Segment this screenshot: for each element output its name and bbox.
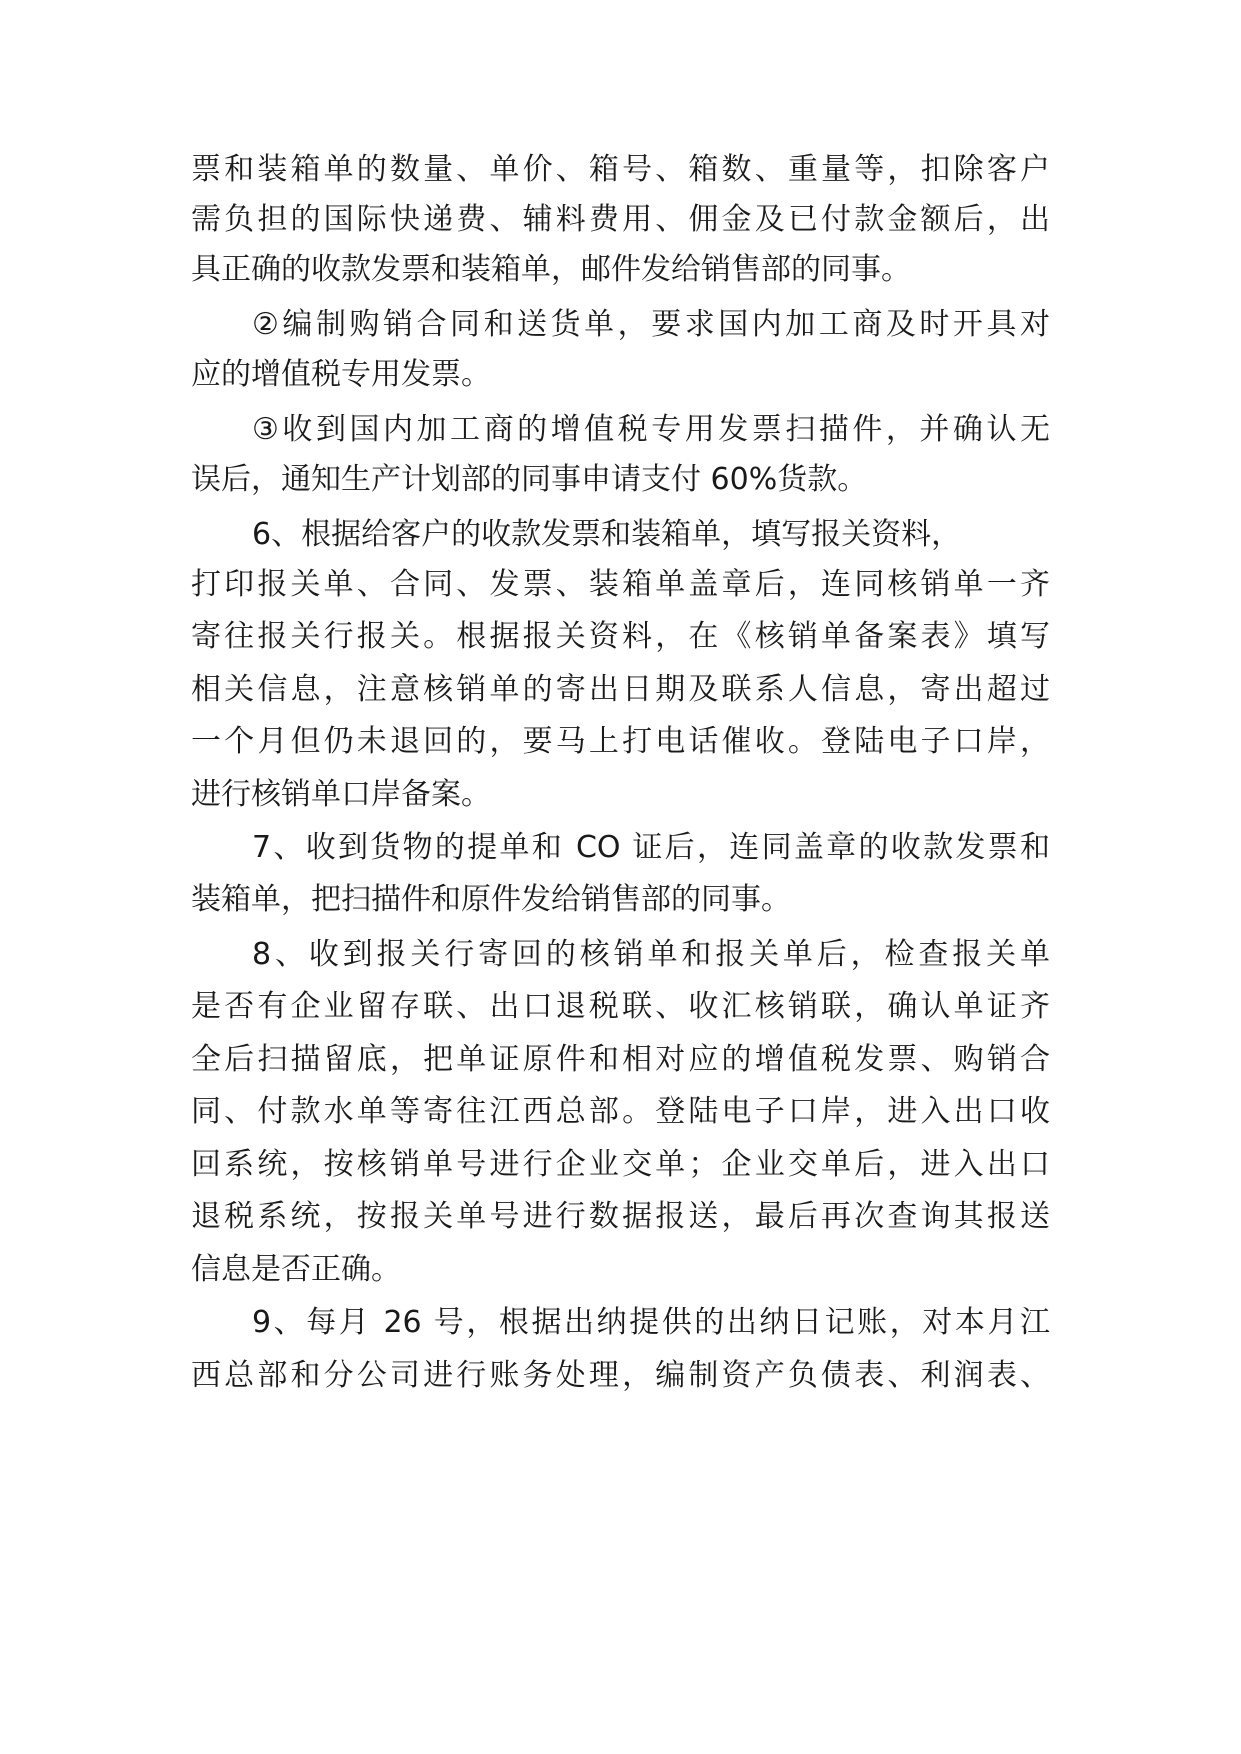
text-line: 具正确的收款发票和装箱单，邮件发给销售部的同事。: [191, 252, 911, 287]
text-line: 进行核销单口岸备案。: [191, 777, 491, 812]
text-line: 是否有企业留存联、出口退税联、收汇核销联，确认单证齐: [191, 989, 1050, 1024]
text-line: 应的增值税专用发票。: [191, 357, 491, 392]
text-line: 6、根据给客户的收款发票和装箱单，填写报关资料，: [252, 517, 962, 552]
text-line: 同、付款水单等寄往江西总部。登陆电子口岸，进入出口收: [191, 1094, 1050, 1129]
text-line: 装箱单，把扫描件和原件发给销售部的同事。: [191, 882, 791, 917]
text-line: 全后扫描留底，把单证原件和相对应的增值税发票、购销合: [191, 1042, 1050, 1077]
text-line: ②编制购销合同和送货单，要求国内加工商及时开具对: [252, 307, 1050, 342]
text-line: 西总部和分公司进行账务处理，编制资产负债表、利润表、: [191, 1358, 1050, 1393]
text-line: 票和装箱单的数量、单价、箱号、箱数、重量等，扣除客户: [191, 152, 1050, 187]
text-line: 8、收到报关行寄回的核销单和报关单后，检查报关单: [252, 937, 1050, 972]
text-line: 信息是否正确。: [191, 1252, 401, 1287]
text-line: 退税系统，按报关单号进行数据报送，最后再次查询其报送: [191, 1199, 1050, 1234]
text-line: 9、每月 26 号，根据出纳提供的出纳日记账，对本月江: [252, 1305, 1050, 1340]
text-line: 回系统，按核销单号进行企业交单；企业交单后，进入出口: [191, 1147, 1050, 1182]
text-line: 一个月但仍未退回的，要马上打电话催收。登陆电子口岸，: [191, 724, 1050, 759]
text-line: 相关信息，注意核销单的寄出日期及联系人信息，寄出超过: [191, 672, 1050, 707]
text-line: 寄往报关行报关。根据报关资料，在《核销单备案表》填写: [191, 619, 1050, 654]
text-line: 误后，通知生产计划部的同事申请支付 60%货款。: [191, 462, 868, 497]
text-line: ③收到国内加工商的增值税专用发票扫描件，并确认无: [252, 412, 1050, 447]
text-line: 7、收到货物的提单和 CO 证后，连同盖章的收款发票和: [252, 830, 1050, 865]
text-line: 打印报关单、合同、发票、装箱单盖章后，连同核销单一齐: [191, 567, 1050, 602]
text-line: 需负担的国际快递费、辅料费用、佣金及已付款金额后，出: [191, 202, 1050, 237]
